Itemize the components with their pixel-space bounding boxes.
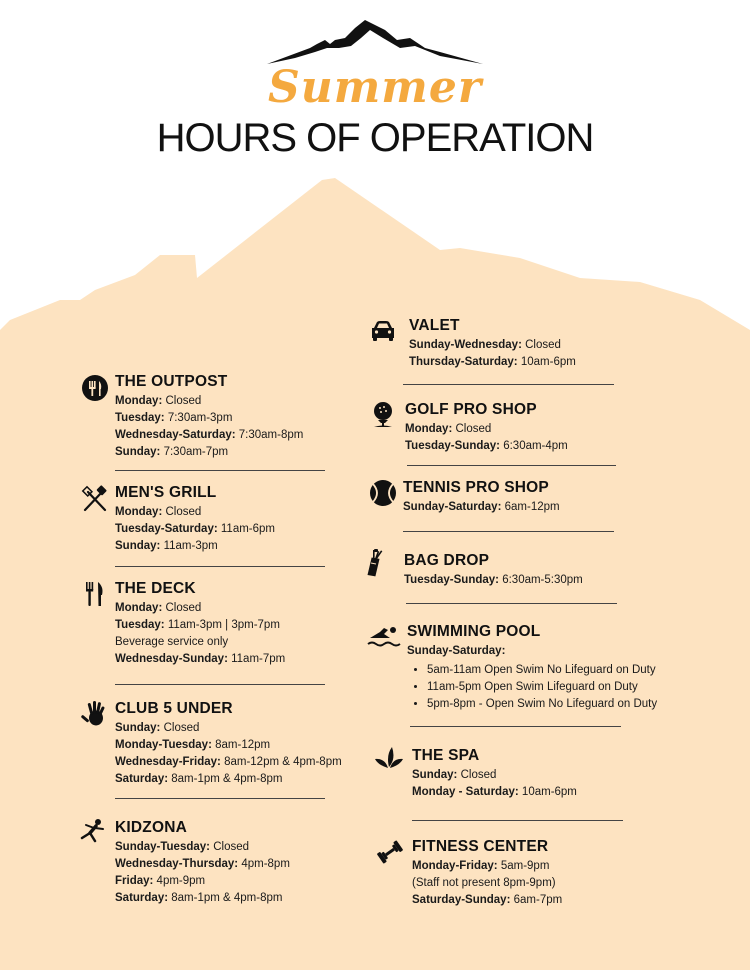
hours-line: Sunday-Wednesday: Closed — [409, 339, 561, 351]
section-title: THE DECK — [115, 580, 196, 597]
section-title: MEN'S GRILL — [115, 484, 217, 501]
section-title: THE SPA — [412, 747, 480, 764]
hours-line: Tuesday-Sunday: 6:30am-4pm — [405, 440, 568, 452]
golf-bag-icon — [362, 548, 392, 578]
hours-line: Saturday: 8am-1pm & 4pm-8pm — [115, 773, 283, 785]
section-title: GOLF PRO SHOP — [405, 401, 537, 418]
section-fitness-center — [412, 837, 562, 909]
hours-line: Monday-Tuesday: 8am-12pm — [115, 739, 271, 751]
hours-line: Friday: 4pm-9pm — [115, 875, 206, 887]
divider — [115, 566, 325, 567]
section-title: KIDZONA — [115, 819, 188, 836]
list-item: • 11am-5pm Open Swim Lifeguard on Duty — [427, 679, 657, 696]
hours-line: Saturday: 8am-1pm & 4pm-8pm — [115, 892, 283, 904]
section-swimming-pool — [407, 622, 657, 713]
dumbbell-icon — [375, 837, 405, 867]
divider — [115, 684, 325, 685]
section-the-deck — [115, 579, 285, 668]
hours-line: Wednesday-Sunday: 11am-7pm — [115, 653, 286, 665]
page-title: HOURS OF OPERATION — [156, 116, 594, 160]
hand-icon — [80, 699, 110, 729]
car-icon — [368, 316, 398, 346]
tennis-ball-icon — [368, 478, 398, 508]
hours-line: Tuesday: 7:30am-3pm — [115, 412, 233, 424]
section-bag-drop — [404, 551, 583, 589]
hours-line: Monday - Saturday: 10am-6pm — [412, 786, 577, 798]
divider — [115, 470, 325, 471]
section-title: CLUB 5 UNDER — [115, 700, 233, 717]
hours-line: Thursday-Saturday: 10am-6pm — [409, 356, 576, 368]
golf-ball-icon — [368, 400, 398, 430]
hours-line: Tuesday: 11am-3pm | 3pm-7pm — [115, 619, 280, 631]
divider — [403, 384, 614, 385]
divider — [406, 603, 617, 604]
section-tennis-pro-shop — [403, 478, 560, 516]
hours-line: Sunday-Saturday: 6am-12pm — [403, 501, 560, 513]
divider — [115, 798, 325, 799]
section-title: THE OUTPOST — [115, 373, 228, 390]
swimmer-icon — [366, 620, 402, 650]
hours-line: Monday: Closed — [115, 506, 202, 518]
hours-line: Sunday-Tuesday: Closed — [115, 841, 250, 853]
running-kid-icon — [76, 816, 106, 846]
hours-line: Saturday-Sunday: 6am-7pm — [412, 894, 563, 906]
divider — [412, 820, 623, 821]
hours-line: Monday-Friday: 5am-9pm — [412, 860, 550, 872]
hours-line: Wednesday-Friday: 8am-12pm & 4pm-8pm — [115, 756, 342, 768]
hours-line: Tuesday-Sunday: 6:30am-5:30pm — [404, 574, 583, 586]
section-golf-pro-shop — [405, 400, 568, 455]
section-the-outpost — [115, 372, 303, 461]
section-title: TENNIS PRO SHOP — [403, 479, 549, 496]
divider — [410, 726, 621, 727]
hours-line: Wednesday-Saturday: 7:30am-8pm — [115, 429, 304, 441]
hours-line: Beverage service only — [115, 636, 229, 648]
mountain-logo-icon — [265, 18, 485, 68]
section-mens-grill — [115, 483, 275, 555]
hours-line: Sunday-Saturday: — [407, 645, 506, 657]
section-club-5-under — [115, 699, 342, 788]
hours-line: Monday: Closed — [405, 423, 492, 435]
hours-line: Tuesday-Saturday: 11am-6pm — [115, 523, 276, 535]
section-kidzona — [115, 818, 290, 907]
list-item: • 5am-11am Open Swim No Lifeguard on Duty — [427, 662, 657, 679]
hours-line: Sunday: 7:30am-7pm — [115, 446, 229, 458]
hours-line: Monday: Closed — [115, 395, 202, 407]
hours-line: Sunday: Closed — [115, 722, 200, 734]
hours-line: Sunday: Closed — [412, 769, 497, 781]
list-item: • 5pm-8pm - Open Swim No Lifeguard on Duty — [427, 696, 657, 713]
fork-knife-icon — [80, 579, 110, 609]
section-title: VALET — [409, 317, 460, 334]
section-the-spa — [412, 746, 577, 801]
grill-tools-icon — [80, 484, 110, 514]
utensils-icon — [80, 373, 110, 403]
hours-line: (Staff not present 8pm-9pm) — [412, 877, 556, 889]
hours-line: Wednesday-Thursday: 4pm-8pm — [115, 858, 290, 870]
section-valet — [409, 316, 576, 371]
section-title: BAG DROP — [404, 552, 490, 569]
bullet-list — [407, 662, 657, 713]
divider — [403, 531, 614, 532]
section-title: SWIMMING POOL — [407, 623, 541, 640]
divider — [407, 465, 616, 466]
hours-line: Monday: Closed — [115, 602, 202, 614]
section-title: FITNESS CENTER — [412, 838, 549, 855]
script-title: Summer — [267, 62, 483, 113]
hours-line: Sunday: 11am-3pm — [115, 540, 218, 552]
leaf-icon — [374, 745, 404, 775]
